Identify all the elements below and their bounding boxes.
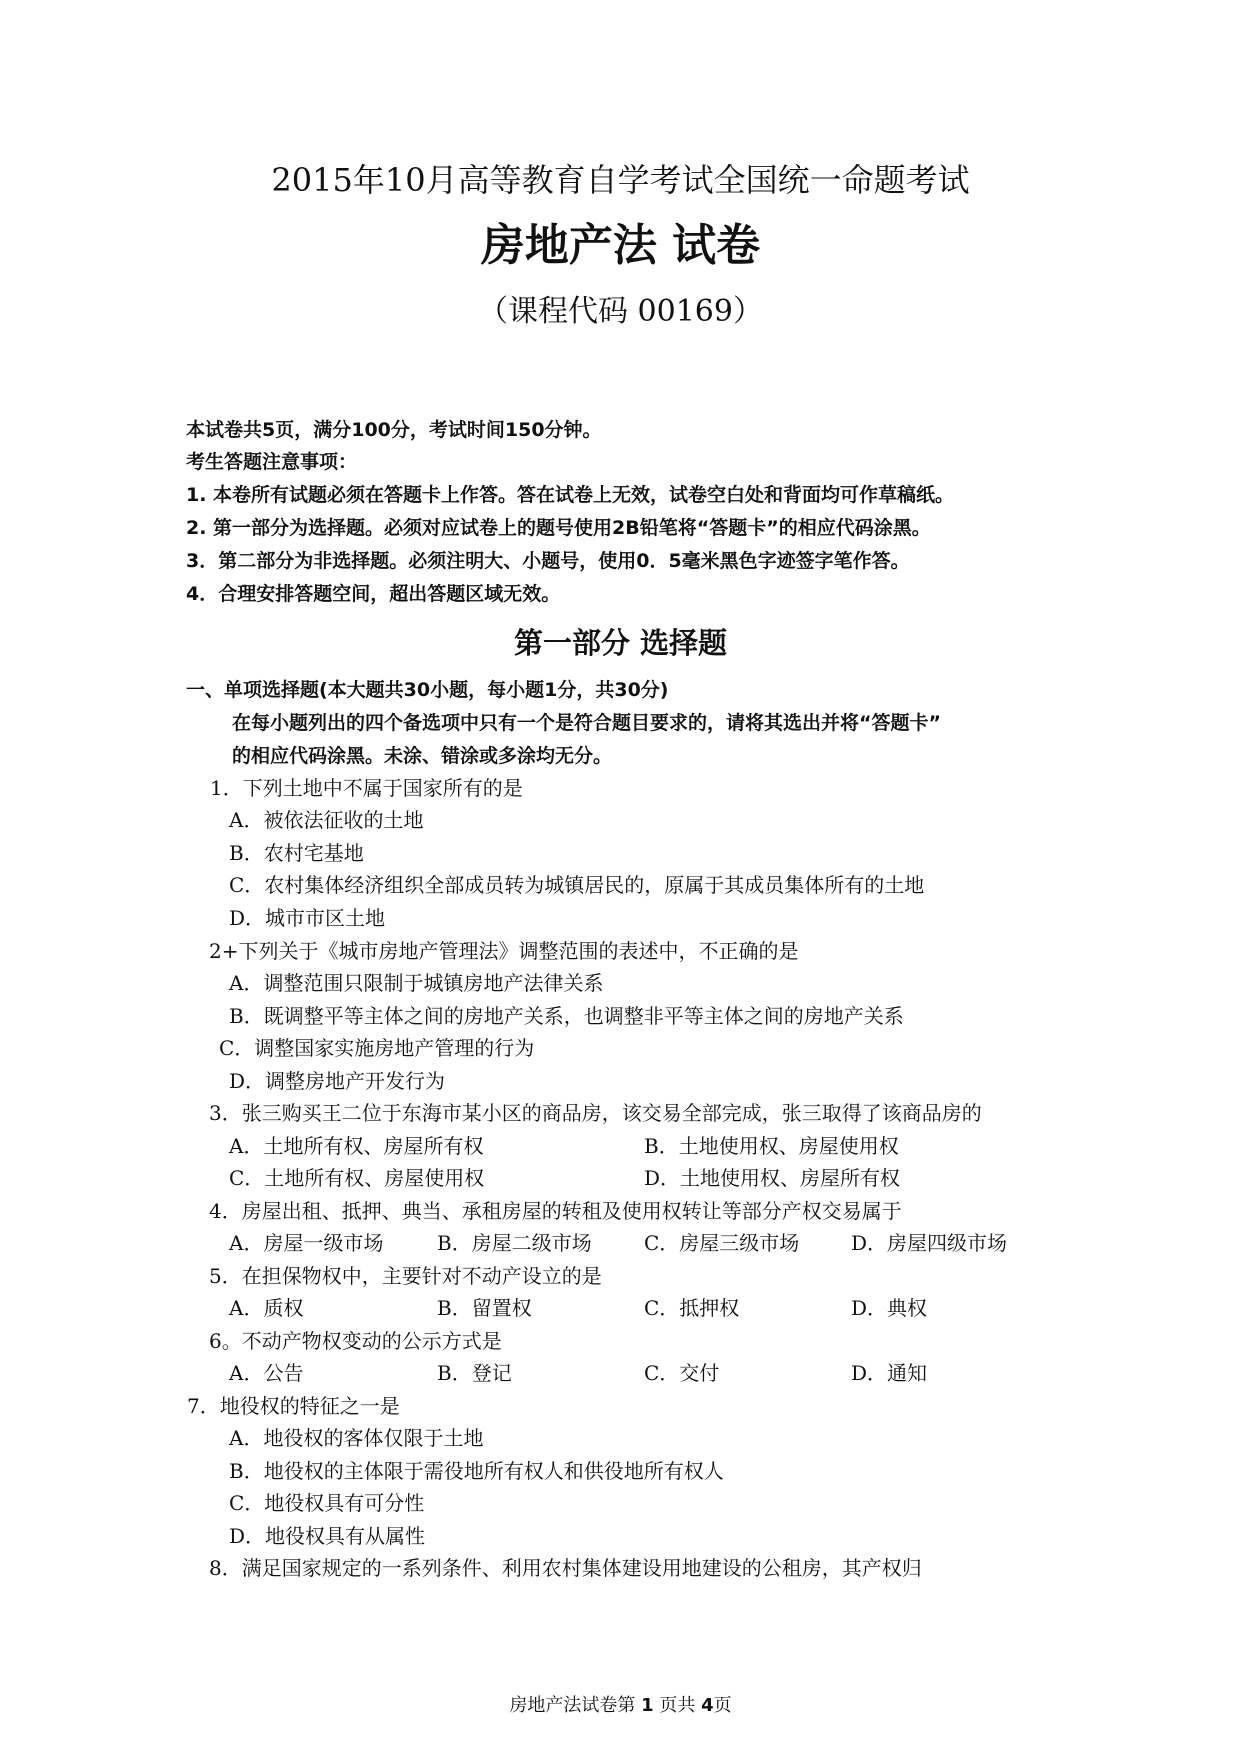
- question-5-option-a: A．质权: [229, 1296, 304, 1320]
- notice-item-2: 2. 第一部分为选择题。必须对应试卷上的题号使用2B铅笔将“答题卡”的相应代码涂黑。: [186, 517, 931, 539]
- footer-total-pages: 4: [701, 1695, 714, 1716]
- question-7-option-c: C．地役权具有可分性: [229, 1491, 425, 1515]
- footer-suffix: 页: [713, 1695, 732, 1716]
- question-5-option-b: B．留置权: [437, 1296, 532, 1320]
- part1-title: 第一部分 选择题: [513, 626, 728, 660]
- question-4-option-c: C．房屋三级市场: [644, 1231, 800, 1255]
- question-3-option-b: B．土地使用权、房屋使用权: [644, 1134, 899, 1158]
- question-5-stem: 5．在担保物权中，主要针对不动产设立的是: [209, 1264, 602, 1288]
- footer-prefix: 房地产法试卷第: [509, 1695, 642, 1716]
- notice-heading: 考生答题注意事项：: [186, 451, 358, 473]
- notice-item-3: 3．第二部分为非选择题。必须注明大、小题号，使用0．5毫米黑色字迹签字笔作答。: [186, 550, 910, 572]
- question-2-option-c: C．调整国家实施房地产管理的行为: [219, 1036, 535, 1060]
- question-7-option-a: A．地役权的客体仅限于土地: [229, 1426, 484, 1450]
- question-3-option-a: A．土地所有权、房屋所有权: [229, 1134, 484, 1158]
- section-instruction-line1: 在每小题列出的四个备选项中只有一个是符合题目要求的，请将其选出并将“答题卡”: [232, 712, 941, 734]
- question-6-option-a: A．公告: [229, 1361, 304, 1385]
- question-2-option-d: D．调整房地产开发行为: [229, 1069, 446, 1093]
- question-4-option-b: B．房屋二级市场: [437, 1231, 592, 1255]
- notice-item-1: 1. 本卷所有试题必须在答题卡上作答。答在试卷上无效，试卷空白处和背面均可作草稿纸。: [186, 484, 955, 506]
- page-title: 房地产法 试卷: [480, 220, 761, 271]
- question-3-option-c: C．土地所有权、房屋使用权: [229, 1166, 485, 1190]
- footer-page-number: 1: [641, 1695, 654, 1716]
- question-1-option-b: B．农村宅基地: [229, 841, 364, 865]
- question-4-option-d: D．房屋四级市场: [851, 1231, 1008, 1255]
- question-1-option-d: D．城市市区土地: [229, 906, 386, 930]
- question-3-stem: 3．张三购买王二位于东海市某小区的商品房，该交易全部完成，张三取得了该商品房的: [209, 1101, 982, 1125]
- question-5-option-c: C．抵押权: [644, 1296, 740, 1320]
- question-3-option-d: D．土地使用权、房屋所有权: [644, 1166, 901, 1190]
- question-8-stem: 8．满足国家规定的一系列条件、利用农村集体建设用地建设的公租房，其产权归: [209, 1556, 922, 1580]
- question-2-option-b: B．既调整平等主体之间的房地产关系，也调整非平等主体之间的房地产关系: [229, 1004, 904, 1028]
- question-2-option-a: A．调整范围只限制于城镇房地产法律关系: [229, 971, 604, 995]
- question-1-stem: 1．下列土地中不属于国家所有的是: [210, 776, 523, 800]
- question-6-option-d: D．通知: [851, 1361, 928, 1385]
- section-instruction-line2: 的相应代码涂黑。未涂、错涂或多涂均无分。: [232, 745, 613, 767]
- question-6-option-b: B．登记: [437, 1361, 512, 1385]
- question-4-option-a: A．房屋一级市场: [229, 1231, 384, 1255]
- question-1-option-c: C．农村集体经济组织全部成员转为城镇居民的，原属于其成员集体所有的土地: [229, 873, 925, 897]
- question-7-stem: 7．地役权的特征之一是: [187, 1394, 400, 1418]
- exam-summary: 本试卷共5页，满分100分，考试时间150分钟。: [186, 419, 602, 441]
- section-heading: 一、单项选择题(本大题共30小题，每小题1分，共30分): [186, 679, 669, 701]
- question-4-stem: 4．房屋出租、抵押、典当、承租房屋的转租及使用权转让等部分产权交易属于: [209, 1199, 902, 1223]
- exam-header-line: 2015年10月高等教育自学考试全国统一命题考试: [271, 161, 970, 199]
- question-6-stem: 6。不动产物权变动的公示方式是: [209, 1329, 502, 1353]
- question-7-option-b: B．地役权的主体限于需役地所有权人和供役地所有权人: [229, 1459, 724, 1483]
- course-code: （课程代码 00169）: [478, 294, 763, 329]
- notice-item-4: 4．合理安排答题空间，超出答题区域无效。: [186, 583, 561, 605]
- question-6-option-c: C．交付: [644, 1361, 720, 1385]
- footer-middle: 页共: [653, 1695, 702, 1716]
- question-5-option-d: D．典权: [851, 1296, 928, 1320]
- question-2-stem: 2+下列关于《城市房地产管理法》调整范围的表述中，不正确的是: [209, 939, 799, 963]
- question-1-option-a: A．被依法征收的土地: [229, 808, 424, 832]
- page-footer: [0, 1694, 1241, 1718]
- question-7-option-d: D．地役权具有从属性: [229, 1524, 426, 1548]
